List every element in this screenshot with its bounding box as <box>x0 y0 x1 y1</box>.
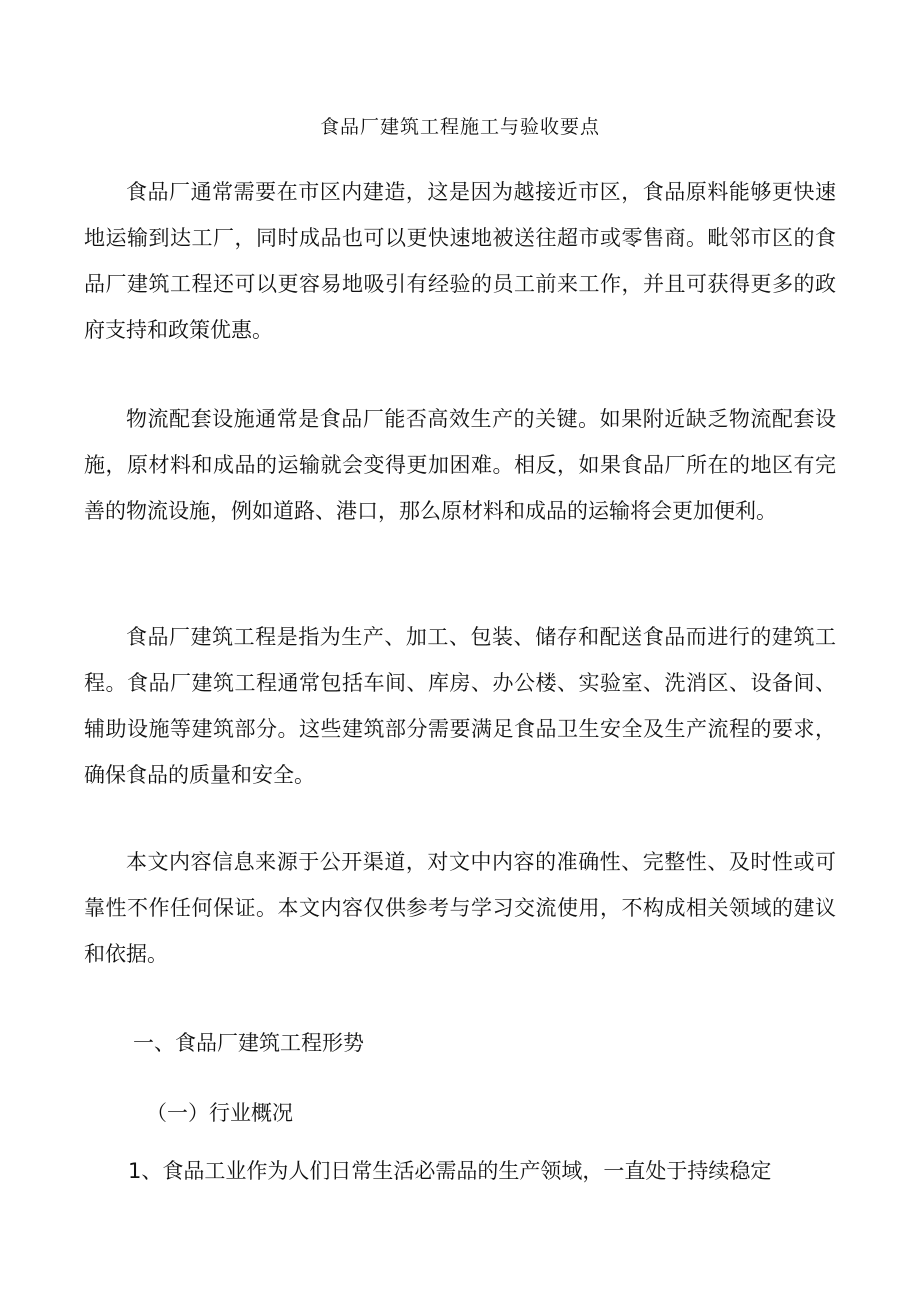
paragraph-logistics: 物流配套设施通常是食品厂能否高效生产的关键。如果附近缺乏物流配套设施，原材料和成品的运输就会变得更加困难。相反，如果食品厂所在的地区有完善的物流设施，例如道路、港口，那么原材料和成品的运输将会更加便利。 <box>84 407 836 523</box>
paragraph-location: 食品厂通常需要在市区内建造，这是因为越接近市区，食品原料能够更快速地运输到达工厂，同时成品也可以更快速地被送往超市或零售商。毗邻市区的食品厂建筑工程还可以更容易地吸引有经验的员工前来工作，并且可获得更多的政府支持和政策优惠。 <box>84 180 836 342</box>
section-heading: 一、食品厂建筑工程形势 <box>133 1031 364 1055</box>
list-item: 1、食品工业作为人们日常生活必需品的生产领域，一直处于持续稳定 <box>128 1159 772 1183</box>
document-title: 食品厂建筑工程施工与验收要点 <box>319 116 600 138</box>
paragraph-disclaimer: 本文内容信息来源于公开渠道，对文中内容的准确性、完整性、及时性或可靠性不作任何保证。本文内容仅供参考与学习交流使用，不构成相关领域的建议和依据。 <box>84 850 836 966</box>
paragraph-definition: 食品厂建筑工程是指为生产、加工、包装、储存和配送食品而进行的建筑工程。食品厂建筑工程通常包括车间、库房、办公楼、实验室、洗消区、设备间、辅助设施等建筑部分。这些建筑部分需要满足食品卫生安全及生产流程的要求，确保食品的质量和安全。 <box>84 625 836 787</box>
subsection-heading: （一）行业概况 <box>146 1101 293 1125</box>
